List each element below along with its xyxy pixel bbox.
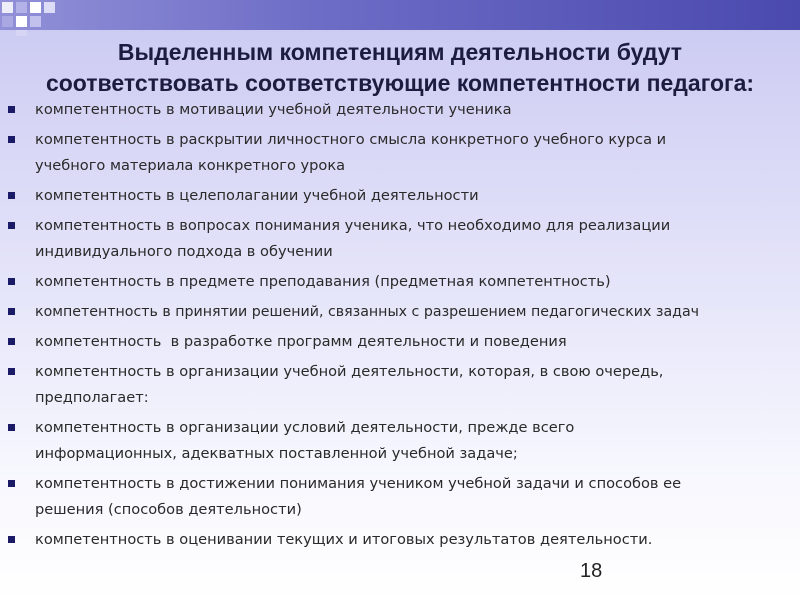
list-item (8, 415, 792, 467)
list-item (8, 527, 792, 553)
list-item-text-continued: решения (способов деятельности) (35, 501, 302, 518)
list-item (8, 97, 792, 123)
list-item (8, 127, 792, 179)
list-item-text-continued: информационных, адекватных поставленной учебной задаче; (35, 445, 518, 462)
list-item (8, 329, 792, 355)
list-item-text-continued: предполагает: (35, 389, 149, 406)
list-item-text-continued: индивидуального подхода в обучении (35, 243, 333, 260)
square-bullet-icon (8, 106, 15, 113)
list-item-text: компетентность в предмете преподавания (предметная компетентность) (35, 273, 611, 290)
list-item-text: компетентность в разработке программ деятельности и поведения (35, 333, 567, 350)
list-item-text: компетентность в принятии решений, связанных с разрешением педагогических задач (35, 304, 700, 320)
slide-title (20, 37, 780, 99)
square-bullet-icon (8, 278, 15, 285)
square-bullet-icon (8, 222, 15, 229)
list-item-text: компетентность в вопросах понимания ученика, что необходимо для реализации (35, 217, 671, 234)
square-bullet-icon (8, 368, 15, 375)
list-item (8, 471, 792, 523)
square-bullet-icon (8, 424, 15, 431)
list-item-text: компетентность в оценивании текущих и итоговых результатов деятельности. (35, 531, 653, 548)
slide-title-line-2: соответствовать соответствующие компетентности педагога: (45, 70, 755, 96)
list-item (8, 269, 792, 295)
square-bullet-icon (8, 338, 15, 345)
competence-list (8, 97, 792, 557)
list-item (8, 213, 792, 265)
square-bullet-icon (8, 136, 15, 143)
square-bullet-icon (8, 480, 15, 487)
list-item-text: компетентность в достижении понимания учеником учебной задачи и способов ее (35, 475, 682, 492)
square-bullet-icon (8, 308, 15, 315)
list-item-text: компетентность в целеполагании учебной деятельности (35, 187, 479, 204)
list-item (8, 299, 792, 325)
list-item (8, 183, 792, 209)
list-item-text: компетентность в организации условий деятельности, прежде всего (35, 419, 575, 436)
page-number: 18 (580, 560, 603, 582)
list-item-text: компетентность в организации учебной деятельности, которая, в свою очередь, (35, 363, 664, 380)
slide-title-line-1: Выделенным компетенциям деятельности будут (117, 39, 683, 65)
square-bullet-icon (8, 536, 15, 543)
list-item-text-continued: учебного материала конкретного урока (35, 157, 346, 174)
top-decorative-bar (0, 0, 800, 30)
list-item-text: компетентность в мотивации учебной деятельности ученика (35, 101, 512, 118)
square-bullet-icon (8, 192, 15, 199)
list-item (8, 359, 792, 411)
list-item-text: компетентность в раскрытии личностного смысла конкретного учебного курса и (35, 131, 667, 148)
corner-squares-decoration (0, 0, 62, 36)
